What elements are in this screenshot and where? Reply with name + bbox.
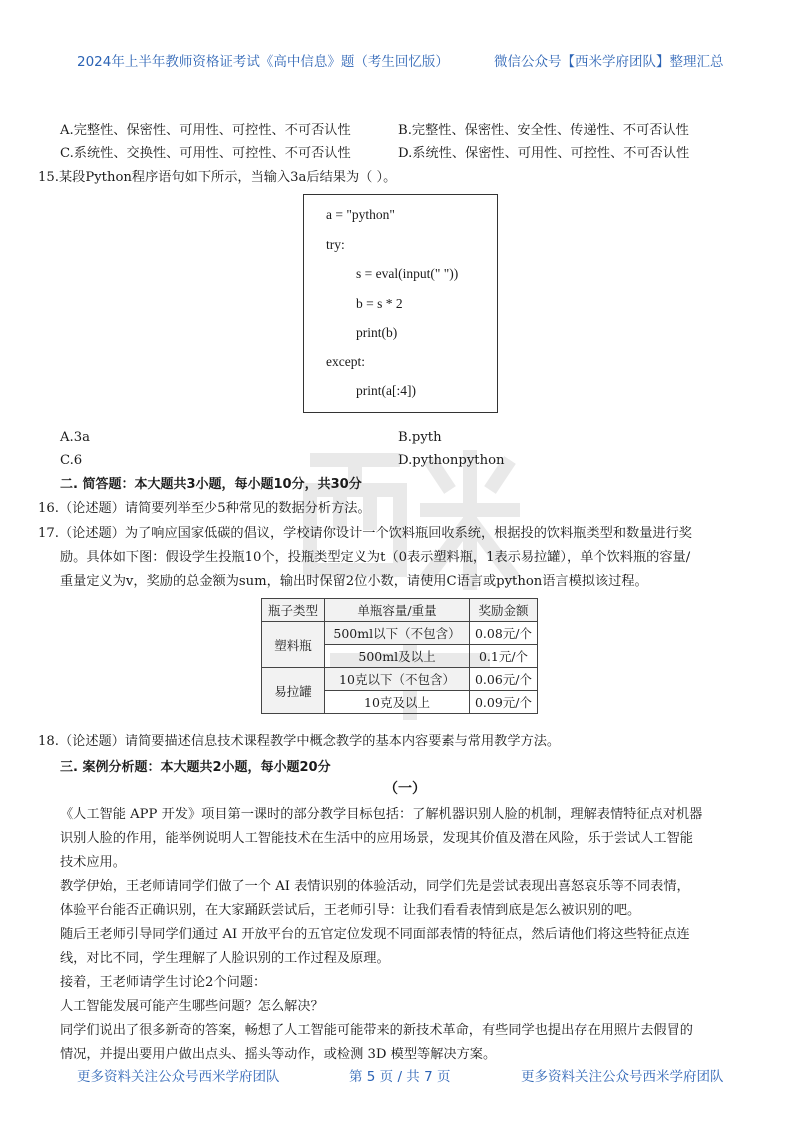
code-block — [303, 194, 498, 413]
q15-option-b: B.pyth — [398, 430, 442, 445]
q14-option-c: C.系统性、交换性、可用性、可控性、不可否认性 — [60, 146, 351, 161]
table-cell-spec: 10克以下（不包含） — [325, 668, 470, 691]
table-header-row — [262, 599, 538, 622]
table-cell-reward: 0.09元/个 — [470, 691, 538, 714]
table-cell-reward: 0.08元/个 — [470, 622, 538, 645]
code-line: print(a[:4]) — [356, 383, 416, 398]
case-text-line: 识别人脸的作用，能举例说明人工智能技术在生活中的应用场景，发现其价值及潜在风险，乐于尝试人工智能 — [60, 831, 693, 846]
code-line: print(b) — [356, 325, 398, 340]
table-header: 奖励金额 — [470, 599, 538, 622]
q14-option-b: B.完整性、保密性、安全性、传递性、不可否认性 — [398, 123, 689, 138]
case-text-line: 情况，并提出要用户做出点头、摇头等动作，或检测 3D 模型等解决方案。 — [60, 1047, 497, 1062]
table-header: 单瓶容量/重量 — [325, 599, 470, 622]
code-line: try: — [326, 237, 345, 252]
table-cell-reward: 0.06元/个 — [470, 668, 538, 691]
table-cell-type: 塑料瓶 — [262, 622, 325, 668]
header-source: 微信公众号【西米学府团队】整理汇总 — [494, 54, 724, 70]
q14-option-d: D.系统性、保密性、可用性、可控性、不可否认性 — [398, 146, 690, 161]
case-text-line: 《人工智能 APP 开发》项目第一课时的部分教学目标包括：了解机器识别人脸的机制，理解表情特征点对机器 — [60, 807, 703, 822]
q15-stem: 15.某段Python程序语句如下所示，当输入3a后结果为（ ）。 — [38, 170, 397, 185]
case-text-line: 教学伊始，王老师请同学们做了一个 AI 表情识别的体验活动，同学们先是尝试表现出喜怒哀乐等不同表情， — [60, 879, 690, 894]
code-line: except: — [326, 354, 365, 369]
q14-option-a: A.完整性、保密性、可用性、可控性、不可否认性 — [60, 123, 351, 138]
code-line: s = eval(input(" ")) — [356, 266, 459, 281]
q15-option-c: C.6 — [60, 453, 83, 468]
question-16: 16.（论述题）请简要列举至少5种常见的数据分析方法。 — [38, 501, 371, 516]
page-number: 第 5 页 / 共 7 页 — [349, 1069, 451, 1085]
case-text-line: 体验平台能否正确识别，在大家踊跃尝试后，王老师引导：让我们看看表情到底是怎么被识别的吧。 — [60, 903, 641, 918]
table-cell-spec: 500ml以下（不包含） — [325, 622, 470, 645]
q15-option-d: D.pythonpython — [398, 453, 505, 468]
table-cell-spec: 10克及以上 — [325, 691, 470, 714]
question-18: 18.（论述题）请简要描述信息技术课程教学中概念教学的基本内容要素与常用教学方法。 — [38, 734, 561, 749]
case-text-line: 线，对比不同，学生理解了人脸识别的工作过程及原理。 — [60, 951, 390, 966]
table-cell-reward: 0.1元/个 — [470, 645, 538, 668]
table-row — [262, 668, 538, 691]
reward-table — [261, 598, 538, 714]
question-17-line: 重量定义为v，奖励的总金额为sum，输出时保留2位小数，请使用C语言或python语言模拟该过程。 — [60, 574, 648, 589]
footer-right: 更多资料关注公众号西米学府团队 — [521, 1069, 724, 1085]
case-text-line: 随后王老师引导同学们通过 AI 开放平台的五官定位发现不同面部表情的特征点，然后请他们将这些特征点连 — [60, 927, 690, 942]
case-text-line: 同学们说出了很多新奇的答案，畅想了人工智能可能带来的新技术革命，有些同学也提出存在用照片去假冒的 — [60, 1023, 693, 1038]
question-17-line: 励。具体如下图：假设学生投瓶10个，投瓶类型定义为t（0表示塑料瓶，1表示易拉罐），单个饮料瓶的容量/ — [60, 550, 691, 565]
section-3-title: 三. 案例分析题：本大题共2小题，每小题20分 — [60, 760, 331, 775]
case-text-line: 接着，王老师请学生讨论2个问题： — [60, 975, 267, 990]
table-cell-spec: 500ml及以上 — [325, 645, 470, 668]
code-line: a = "python" — [326, 207, 395, 222]
q15-option-a: A.3a — [60, 430, 90, 445]
case-text-line: 人工智能发展可能产生哪些问题？怎么解决？ — [60, 999, 324, 1014]
header-title: 2024年上半年教师资格证考试《高中信息》题（考生回忆版） — [77, 54, 449, 70]
case-text-line: 技术应用。 — [60, 855, 126, 870]
case-subtitle: （一） — [384, 781, 426, 797]
table-cell-type: 易拉罐 — [262, 668, 325, 714]
table-header: 瓶子类型 — [262, 599, 325, 622]
question-17-line: 17.（论述题）为了响应国家低碳的倡议，学校请你设计一个饮料瓶回收系统，根据投的饮料瓶类型和数量进行奖 — [38, 526, 692, 541]
section-2-title: 二. 简答题：本大题共3小题，每小题10分，共30分 — [60, 477, 362, 492]
table-row — [262, 622, 538, 645]
footer-left: 更多资料关注公众号西米学府团队 — [77, 1069, 280, 1085]
code-line: b = s * 2 — [356, 296, 403, 311]
